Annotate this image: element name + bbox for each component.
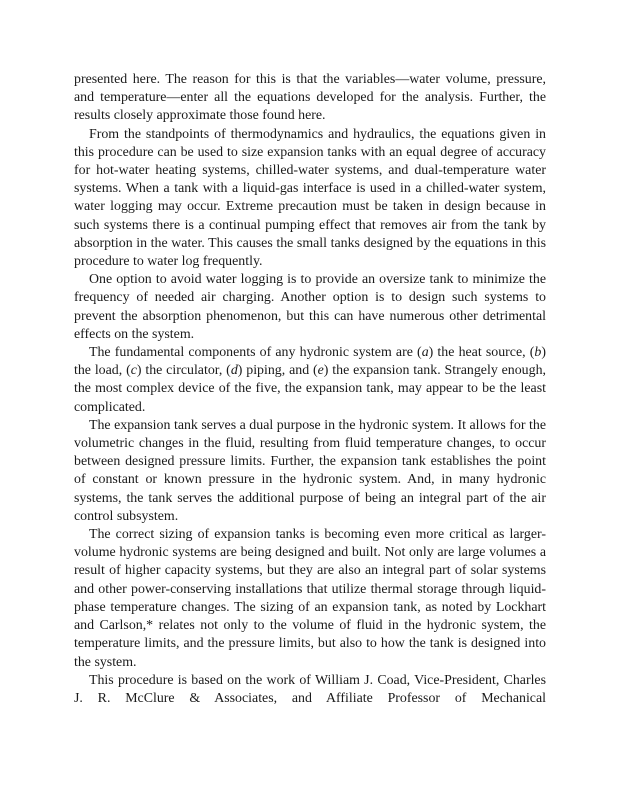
- text-run: ) the load, (: [74, 345, 546, 379]
- text-run: The expansion tank serves a dual purpose in the hydronic system. It allows for the volumetric changes in the fluid, resulting from fluid temperature changes, to occur between designed pressure limits. Further, the expansion tank establishes the point of constant or known pressure in the hydronic system. And, in many hydronic systems, the tank serves the additional purpose of being an integral part of the air control subsystem.: [74, 417, 546, 524]
- paragraph-4: [74, 344, 546, 417]
- italic-label: b: [534, 345, 542, 361]
- text-run: presented here. The reason for this is that the variables—water volume, pressure, and temperature—enter all the equations developed for the analysis. Further, the results closely approximate those found here.: [74, 72, 546, 124]
- text-run: ) the heat source, (: [428, 345, 535, 361]
- document-body: [74, 71, 546, 708]
- text-run: From the standpoints of thermodynamics and hydraulics, the equations given in this procedure can be used to size expansion tanks with an equal degree of accuracy for hot-water heating systems, chilled-water systems, and dual-temperature water systems. When a tank with a liquid-gas interface is used in a chilled-water system, water logging may occur. Extreme precaution must be taken in design because in such systems there is a continual pumping effect that removes air from the tank by absorption in the water. This causes the small tanks designed by the equations in this procedure to water log frequently.: [74, 126, 546, 270]
- text-run: ) piping, and (: [237, 363, 318, 379]
- text-run: ) the expansion tank. Strangely enough, the most complex device of the five, the expansion tank, may appear to be the least complicated.: [74, 363, 546, 415]
- paragraph-2: [74, 126, 546, 272]
- text-run: The correct sizing of expansion tanks is becoming even more critical as larger-volume hydronic systems are being designed and built. Not only are large volumes a result of higher capacity systems, but they are also an integral part of solar systems and other power-conserving installations that utilize thermal storage through liquid-phase temperature changes. The sizing of an expansion tank, as noted by Lockhart and Carlson,* relates not only to the volume of fluid in the hydronic system, the temperature limits, and the pressure limits, but also to how the tank is designed into the system.: [74, 527, 546, 670]
- text-run: ) the circulator, (: [136, 363, 231, 379]
- paragraph-7: [74, 672, 546, 708]
- italic-label: e: [317, 363, 324, 379]
- text-run: This procedure is based on the work of William J. Coad, Vice-President, Charles J. R. McClure & Associates, and Affiliate Professor of Mechanical: [74, 672, 546, 706]
- italic-label: d: [230, 363, 238, 379]
- paragraph-1: [74, 71, 546, 126]
- paragraph-3: [74, 271, 546, 344]
- text-run: The fundamental components of any hydronic system are (: [89, 345, 422, 361]
- text-run: One option to avoid water logging is to provide an oversize tank to minimize the frequency of needed air charging. Another option is to design such systems to prevent the absorption phenomenon, but this can have numerous other detrimental effects on the system.: [74, 272, 546, 342]
- paragraph-6: [74, 526, 546, 672]
- italic-label: a: [421, 345, 429, 361]
- paragraph-5: [74, 417, 546, 526]
- italic-label: c: [130, 363, 137, 379]
